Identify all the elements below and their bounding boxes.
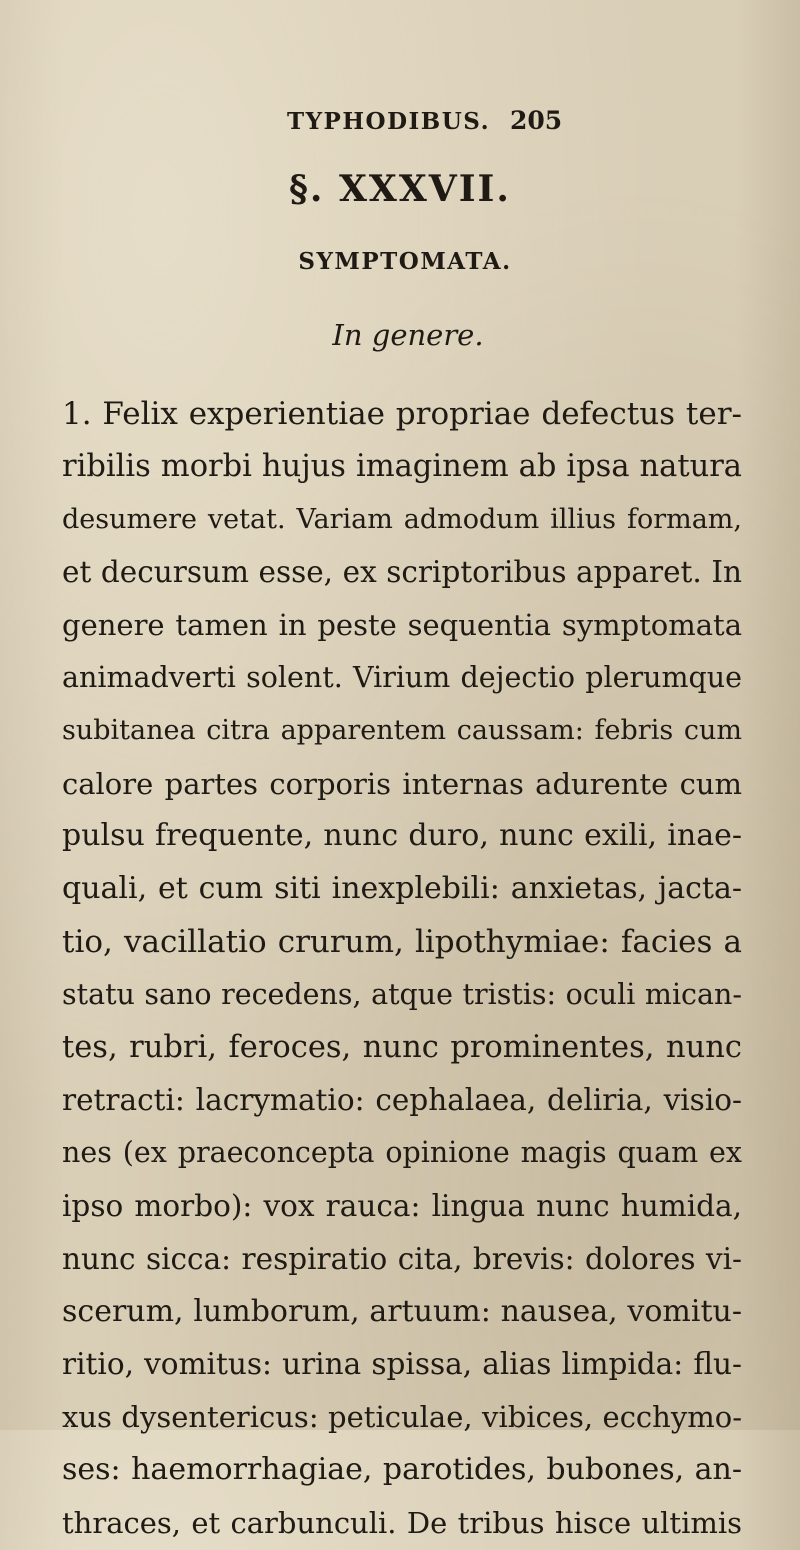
text-line: scerum, lumborum, artuum: nausea, vomitu- [62, 1293, 742, 1329]
text-line: subitanea citra apparentem caussam: febris cum [62, 714, 742, 746]
text-line: ses: haemorrhagiae, parotides, bubones, an- [62, 1451, 742, 1487]
page-number: 205 [510, 106, 563, 135]
text-line: ipso morbo): vox rauca: lingua nunc humida, [62, 1188, 742, 1223]
body-text [62, 388, 742, 1550]
section-number: §. XXXVII. [289, 168, 511, 210]
text-line: genere tamen in peste sequentia symptomata [62, 608, 742, 643]
running-title: TYPHODIBUS. [287, 108, 491, 135]
text-line: xus dysentericus: peticulae, vibices, ecchymo- [62, 1400, 742, 1435]
text-line: statu sano recedens, atque tristis: oculi mican- [62, 977, 742, 1011]
text-line: ribilis morbi hujus imaginem ab ipsa natura [62, 448, 742, 484]
subheading: In genere. [332, 318, 484, 352]
text-line: calore partes corporis internas adurente cum [62, 766, 742, 801]
text-line: nes (ex praeconcepta opinione magis quam ex [62, 1136, 742, 1170]
text-line: desumere vetat. Variam admodum illius formam, [62, 503, 742, 535]
text-line: quali, et cum siti inexplebili: anxietas, jacta- [62, 871, 742, 907]
text-line: 1. Felix experientiae propriae defectus ter- [62, 396, 742, 432]
text-line: tes, rubri, feroces, nunc prominentes, nunc [62, 1029, 742, 1065]
text-line: thraces, et carbunculi. De tribus hisce ultimis [62, 1505, 742, 1540]
text-line: nunc sicca: respiratio cita, brevis: dolores vi- [62, 1241, 742, 1276]
text-line: retracti: lacrymatio: cephalaea, deliria, visio- [62, 1083, 742, 1118]
text-line: pulsu frequente, nunc duro, nunc exili, inae- [62, 818, 742, 854]
text-line: et decursum esse, ex scriptoribus apparet. In [62, 555, 742, 590]
running-head [0, 108, 800, 148]
section-title: SYMPTOMATA. [298, 248, 512, 275]
text-line: tio, vacillatio crurum, lipothymiae: facies a [62, 923, 742, 960]
text-line: animadverti solent. Virium dejectio plerumque [62, 660, 742, 694]
text-line: ritio, vomitus: urina spissa, alias limpida: flu- [62, 1347, 742, 1382]
